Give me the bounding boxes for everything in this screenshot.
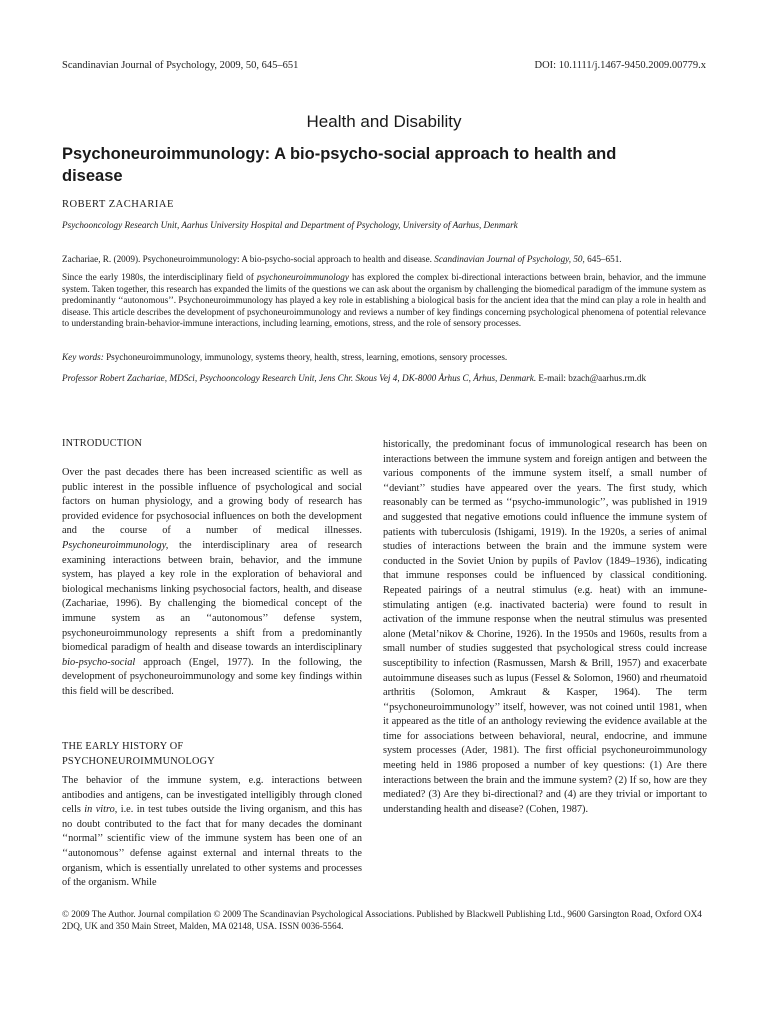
early-term: in vitro [84, 804, 115, 816]
citation-suffix: 645–651. [584, 254, 622, 264]
early-text-1: The behavior of the immune system, e.g. interactions between antibodies and antigens, can be investigated intelligibly through cloned cells [62, 775, 362, 816]
intro-text-2: the interdisciplinary area of research examining interactions between brain, behavior, and the immune system, has played a key role in the exploration of behavioral and biological mechanisms linking psychosocial factors, health, and disease (Zachariae, 1996). By challenging the biomedical concept of the immune system as an ‘‘autonomous’’ defense system, psychoneuroimmunology represents a shift from a predominantly biomedical paradigm of health and disease towards an interdisciplinary [62, 539, 362, 654]
early-history-heading [62, 739, 312, 769]
copyright-footer: © 2009 The Author. Journal compilation © 2009 The Scandinavian Psychological Associations. Published by Blackwell Publishing Ltd., 9600 Garsington Road, Oxford OX4 2DQ, UK and 350 Main Street, Malden, MA 02148, USA. ISSN 0036-5564. [62, 909, 702, 931]
article-citation [62, 254, 706, 264]
abstract [62, 272, 706, 330]
citation-journal: Scandinavian Journal of Psychology, 50, [434, 254, 585, 264]
intro-text-1: Over the past decades there has been increased scientific as well as public interest in the possible influence of psychological and social factors on human physiology, and a growing body of research has provided evidence for psychosocial influences on both the development and the course of a number of medical illnesses. [62, 467, 362, 537]
early-history-paragraph [62, 774, 362, 891]
keywords-text: Psychoneuroimmunology, immunology, systems theory, health, stress, learning, emotions, sensory processes. [103, 352, 508, 362]
article-title: Psychoneuroimmunology: A bio-psycho-social approach to health and disease [62, 145, 617, 185]
section-heading: Health and Disability [306, 112, 462, 131]
intro-term: Psychoneuroimmunology, [62, 539, 169, 551]
abstract-text-1: Since the early 1980s, the interdisciplinary field of [62, 272, 257, 282]
right-column-text: historically, the predominant focus of immunological research has been on interactions between the immune system and foreign antigen and between the various components of the immune system itself, a small number of ‘‘deviant’’ studies have appeared over the years. The first study, which reasonably can be termed as ‘‘psycho-immunologic’’, was published in 1919 and suggested that negative emotions could influence the immune system of patients with tuberculosis (Ishigami, 1919). In the 1920s, a series of animal studies of interactions between the brain and the immune system were conducted in the Soviet Union by pupils of Pavlov (1849–1936), indicating that immune responses could be influenced by classical conditioning. Repeated pairings of a neutral stimulus (e.g. heat) with an immune-stimulating antigen (e.g. inactivated bacteria) were found to result in activation of the immune response when the neutral stimulus was presented alone (Metal’nikov & Chorine, 1926). In the 1950s and 1960s, results from a small number of studies suggested that psychological stress could increase susceptibility to infection (Rasmussen, Marsh & Brill, 1957) and exacerbate autoimmune diseases such as lupus (Fessel & Solomon, 1960) and rheumatoid arthritis (Solomon, Amkraut & Kasper, 1964). The term ‘‘psychoneuroimmunology’’ itself, however, was not coined until 1981, when it appeared as the title of an anthology reviewing the evidence available at the time for associations between behavioral, neural, endocrine, and immune system processes (Ader, 1981). The first official psychoneuroimmunology meeting held in 1986 proposed a number of key questions: (1) Are there interactions between the brain and the immune system? (2) If so, how are they mediated? (3) Are they bi-directional? and (4) are they trivial or important to understanding health and disease? (Cohen, 1987). [383, 439, 707, 815]
doi-header: DOI: 10.1111/j.1467-9450.2009.00779.x [534, 60, 706, 71]
journal-citation-header: Scandinavian Journal of Psychology, 2009, 50, 645–651 [62, 60, 299, 71]
author-name: ROBERT ZACHARIAE [62, 199, 174, 210]
correspondence-address: Professor Robert Zachariae, MDSci, Psychooncology Research Unit, Jens Chr. Skous Vej 4, DK-8000 Århus C, Århus, Denmark. [62, 373, 537, 383]
introduction-heading: INTRODUCTION [62, 438, 143, 449]
intro-text-3: approach (Engel, 1977). In the following, the development of psychoneuroimmunology and some key findings within this field will be described. [62, 656, 362, 697]
author-affiliation: Psychooncology Research Unit, Aarhus University Hospital and Department of Psychology, University of Aarhus, Denmark [62, 220, 518, 230]
keywords [62, 352, 706, 362]
correspondence [62, 372, 706, 384]
citation-prefix: Zachariae, R. (2009). Psychoneuroimmunology: A bio-psycho-social approach to health and disease. [62, 254, 435, 264]
keywords-label: Key words: [62, 352, 104, 362]
early-history-heading-line1: THE EARLY HISTORY OF [62, 741, 184, 752]
intro-bps: bio-psycho-social [62, 656, 136, 668]
abstract-term: psychoneuroimmunology [256, 272, 349, 282]
abstract-text-2: has explored the complex bi-directional interactions between brain, behavior, and the immune system. Taken together, this research has expanded the limits of the questions we can ask about the organism by challenging the biomedical paradigm of the immune system as predominantly ‘‘autonomous’’. Psychoneuroimmunology has played a key role in establishing a biological basis for the ancient idea that the mind can play a role in health and disease. This article describes the development of psychoneuroimmunology and reviews a number of key findings concerning psychological phenomena of potential relevance to understanding brain-behavior-immune interactions, including learning, emotions, stress, and the role of sensory processes. [62, 272, 707, 329]
correspondence-email[interactable]: E-mail: bzach@aarhus.rm.dk [536, 373, 647, 383]
early-text-2: , i.e. in test tubes outside the living organism, and this has no doubt contributed to the fact that for many decades the dominant ‘‘normal’’ scientific view of the immune system has been one of an ‘‘autonomous’’ defense against external and internal threats to the organism, which is essentially unrelated to other systems and processes of the organism. While [62, 804, 362, 889]
early-history-heading-line2: PSYCHONEUROIMMUNOLOGY [62, 756, 215, 767]
introduction-paragraph [62, 466, 362, 700]
